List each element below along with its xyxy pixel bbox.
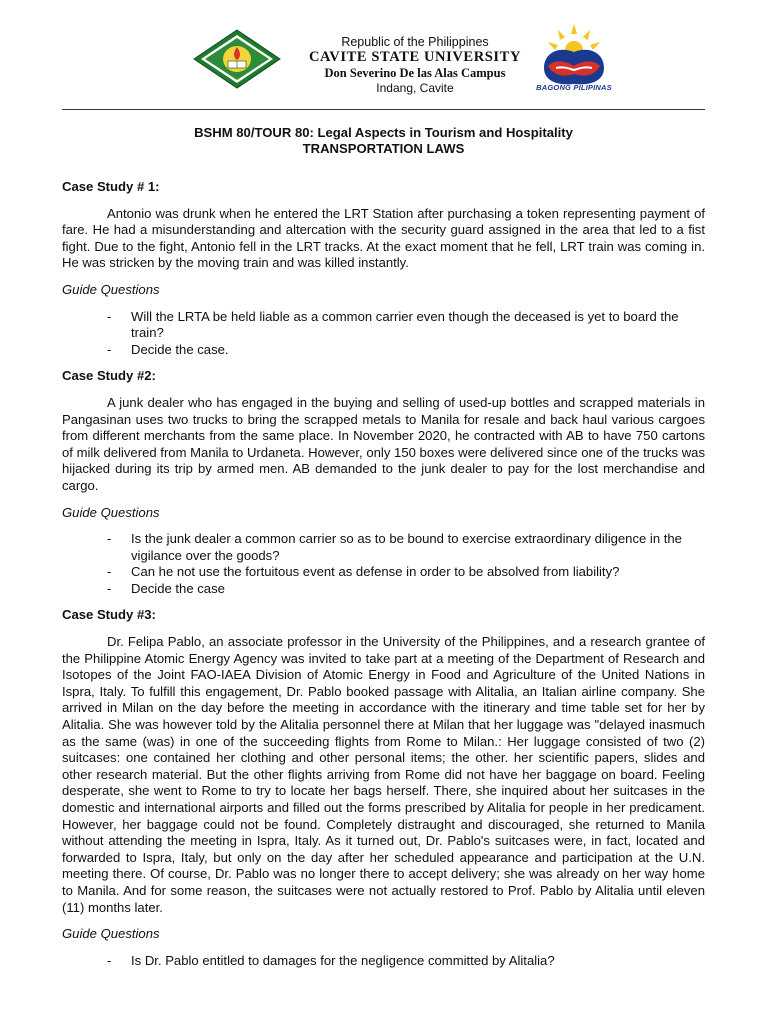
dash-bullet: - — [107, 580, 112, 596]
topic-title: TRANSPORTATION LAWS — [302, 140, 465, 156]
dash-bullet: - — [107, 308, 112, 324]
question-item — [62, 309, 705, 342]
question-list — [62, 953, 705, 970]
question-item — [62, 581, 705, 598]
question-text: Decide the case — [131, 580, 225, 596]
guide-questions-label: Guide Questions — [62, 504, 160, 520]
question-item — [62, 564, 705, 581]
question-text: Is the junk dealer a common carrier so as to be bound to exercise extraordinary diligence in the vigilance over the goods? — [131, 531, 682, 563]
question-text: Can he not use the fortuitous event as defense in order to be absolved from liability? — [131, 564, 620, 580]
question-item — [62, 342, 705, 359]
case-text: A junk dealer who has engaged in the buying and selling of used-up bottles and scrapped materials in Pangasinan uses two trucks to bring the scrapped metals to Manila for resale and back haul various cargoes from different merchants from the same place. In November 2020, he contracted with AB to have 750 cartons of milk delivered from Manila to Urdaneta. However, only 150 boxes were delivered since one of the trucks was hijacked during its trip by armed men. AB demanded to the junk dealer to pay for the lost merchandise and cargo. — [62, 394, 705, 493]
dash-bullet: - — [107, 564, 112, 580]
document-body — [62, 125, 705, 969]
course-title: BSHM 80/TOUR 80: Legal Aspects in Tourism and Hospitality — [194, 125, 573, 140]
town-name: Indang, Cavite — [376, 81, 454, 95]
case-heading: Case Study #2: — [62, 368, 156, 384]
question-list — [62, 531, 705, 597]
campus-name: Don Severino De las Alas Campus — [324, 66, 506, 80]
case-text: Dr. Felipa Pablo, an associate professor in the University of the Philippines, and a research grantee of the Philippine Atomic Energy Agency was invited to take part at a meeting of the Department of Research and Isotopes of the Joint FAO-IAEA Division of Atomic Energy in Food and Agriculture of the United Nations in Ispra, Italy. To fulfill this engagement, Dr. Pablo booked passage with Alitalia, an Italian airline company. She arrived in Milan on the day before the meeting in accordance with the itinerary and time table set for her by Alitalia. She was however told by the Alitalia personnel there at Milan that her luggage was "delayed inasmuch as the same (was) in one of the succeeding flights from Rome to Milan.: Her luggage consisted of two (2) suitcases: one contained her clothing and other personal items; the other. her scientific papers, slides and other research material. But the other flights arriving from Rome did not have her baggage on board. Feeling desperate, she went to Rome to try to locate her bags herself. There, she inquired about her suitcases in the domestic and international airports and filled out the forms prescribed by Alitalia for people in her predicament. However, her baggage could not be found. Completely distraught and discouraged, she returned to Manila without attending the meeting in Ispra, Italy. As it turned out, Dr. Pablo's suitcases were, in fact, located and forwarded to Ispra, Italy, but only on the day after her scheduled appearance and participation at the U.N. meeting there. Of course, Dr. Pablo was no longer there to accept delivery; she was already on her way home to Manila. And for some reason, the suitcases were not actually restored to Prof. Pablo by Alitalia until eleven (11) months later. — [62, 634, 705, 915]
republic-line: Republic of the Philippines — [341, 35, 489, 49]
guide-questions-label: Guide Questions — [62, 281, 160, 297]
case-heading: Case Study # 1: — [62, 179, 160, 194]
question-text: Decide the case. — [131, 341, 229, 357]
case-heading: Case Study #3: — [62, 607, 156, 623]
university-header — [280, 35, 550, 95]
university-name: CAVITE STATE UNIVERSITY — [308, 49, 522, 65]
question-text: Is Dr. Pablo entitled to damages for the negligence committed by Alitalia? — [131, 952, 555, 968]
case-text: Antonio was drunk when he entered the LRT Station after purchasing a token representing payment of fare. He had a misunderstanding and altercation with the security guard assigned in the area that led to a fist fight. Due to the fight, Antonio fell in the LRT tracks. At the exact moment that he fell, LRT train was coming in. He was stricken by the moving train and was killed instantly. — [62, 205, 705, 271]
question-text: Will the LRTA be held liable as a common carrier even though the deceased is yet to board the train? — [131, 308, 679, 341]
header-divider — [62, 109, 705, 110]
dash-bullet: - — [107, 531, 112, 547]
dash-bullet: - — [107, 952, 112, 968]
question-item — [62, 531, 705, 564]
dash-bullet: - — [107, 341, 112, 357]
cvsu-seal-logo — [193, 29, 281, 89]
question-list — [62, 309, 705, 359]
question-item — [62, 953, 705, 970]
bagong-pilipinas-label: BAGONG PILIPINAS — [536, 83, 612, 92]
guide-questions-label: Guide Questions — [62, 926, 160, 942]
